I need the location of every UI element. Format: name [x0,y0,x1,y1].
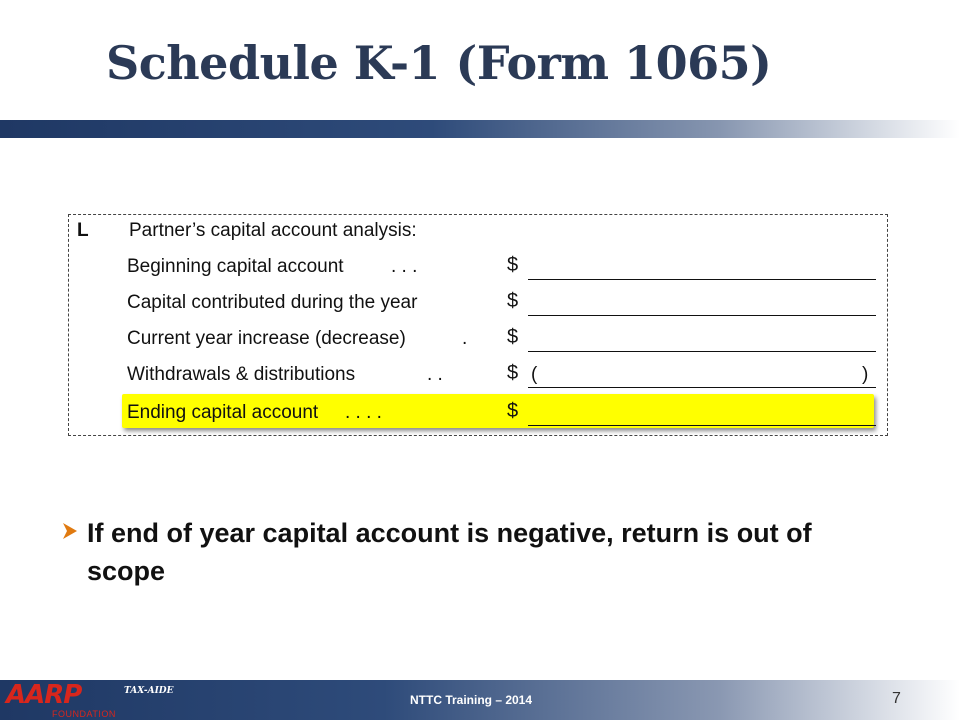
amount-line [528,279,876,280]
tax-aide-logo-text: TAX-AIDE [124,686,174,696]
form-row-label: Current year increase (decrease) [127,328,406,349]
bullet-text: If end of year capital account is negative, return is out of scope [87,518,812,586]
dollar-sign: $ [507,254,519,276]
form-row-beginning-capital [69,251,885,287]
paren-open: ( [531,364,538,385]
dollar-sign: $ [507,290,519,312]
foundation-logo-text: FOUNDATION [52,709,116,719]
aarp-logo: AARP [6,680,82,710]
paren-close: ) [862,364,869,385]
dollar-sign: $ [507,362,519,384]
form-row-ending-capital [69,397,885,433]
form-section-heading: Partner’s capital account analysis: [129,220,417,241]
amount-line [528,387,876,388]
dollar-sign: $ [507,400,519,422]
form-row-withdrawals [69,359,885,395]
slide-title: Schedule K-1 (Form 1065) [106,36,772,90]
form-section-letter: L [77,220,89,241]
form-row-label: Capital contributed during the year [127,292,418,313]
amount-line [528,351,876,352]
amount-line [528,315,876,316]
page-number: 7 [892,690,901,707]
form-row-leader-dots: . . . [391,256,418,277]
form-excerpt [68,214,888,436]
form-row-label: Withdrawals & distributions [127,364,356,385]
amount-line [528,425,876,426]
form-row-capital-contributed [69,287,885,323]
form-row-leader-dots: . . . . [345,402,382,423]
form-row-label: Beginning capital account [127,256,344,277]
footer-center-text: NTTC Training – 2014 [410,693,533,707]
form-row-leader-dots: . . [427,364,443,385]
form-row-label: Ending capital account [127,402,319,423]
form-row-leader-dots: . [462,328,468,349]
dollar-sign: $ [507,326,519,348]
form-row-current-year-increase [69,323,885,359]
arrow-bullet-icon [62,520,78,548]
title-divider-bar [0,120,960,138]
